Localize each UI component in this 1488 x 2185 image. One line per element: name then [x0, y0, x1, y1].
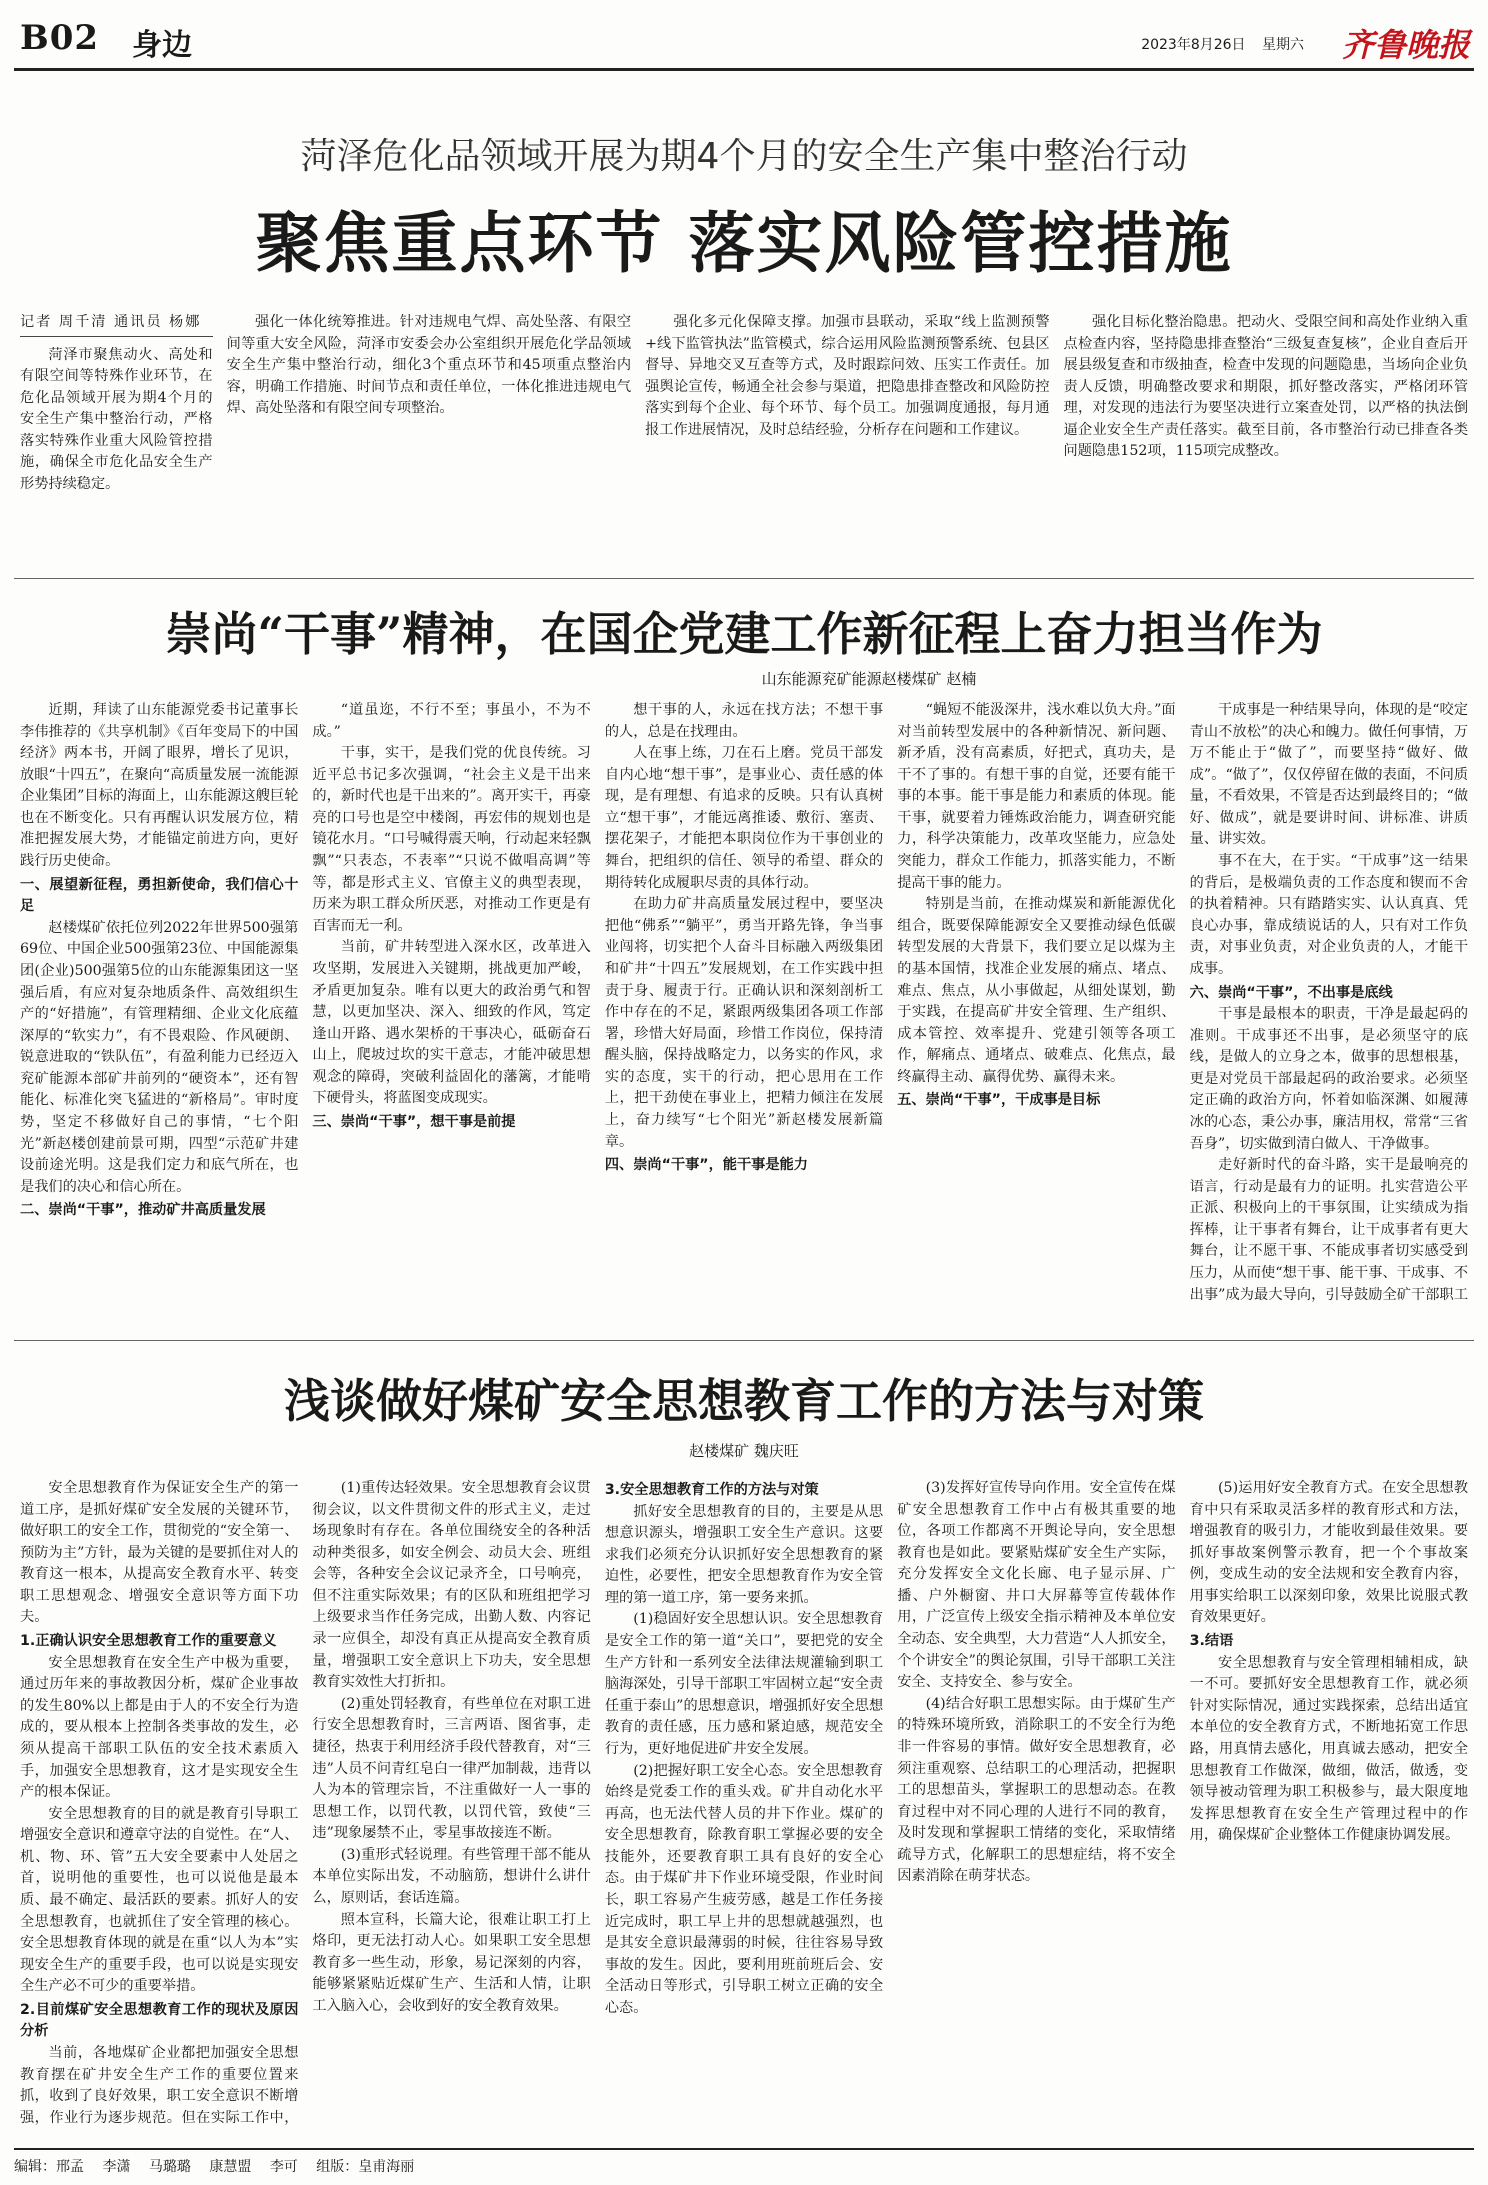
article3-title: 浅谈做好煤矿安全思想教育工作的方法与对策 — [284, 1374, 1204, 1428]
weekday-text: 星期六 — [1262, 37, 1304, 53]
article3-paragraph: 安全思想教育作为保证安全生产的第一道工序，是抓好煤矿安全发展的关键环节，做好职工的安全工作，贯彻党的“安全第一、预防为主”方针，最为关键的是要抓住对人的教育这一根本，从提高安全教育水平、转变职工思想观念、增强安全意识等方面下功夫。 — [20, 1480, 299, 1626]
article1-paragraph: 菏泽市聚焦动火、高处和有限空间等特殊作业环节，在危化品领域开展为期4个月的安全生产集中整治行动，严格落实特殊作业重大风险管控措施，确保全市危化品安全生产形势持续稳定。 — [20, 346, 213, 493]
article1-title: 聚焦重点环节 落实风险管控措施 — [255, 204, 1233, 282]
article2-col-3 — [605, 700, 883, 1305]
article3-heading: 2.目前煤矿安全思想教育工作的现状及原因分析 — [20, 2001, 299, 2040]
article2-heading: 五、崇尚“干事”，干成事是目标 — [897, 1092, 1101, 1109]
article2-paragraph: 干事是最根本的职责，干净是最起码的准则。干成事还不出事，是必须坚守的底线，是做人的立身之本，做事的思想根基，更是对党员干部最起码的政治要求。必须坚定正确的政治方向，怀着如临深渊、如履薄冰的心态，秉公办事，廉洁用权，常常“三省吾身”，切实做到清白做人、干净做事。 — [1189, 1006, 1469, 1152]
article2-paragraph: 干成事是一种结果导向，体现的是“咬定青山不放松”的决心和魄力。做任何事情，万万不能止于“做了”，而要坚持“做好、做成”。“做了”，仅仅停留在做的表面，不问质量，不看效果，不管是否达到最终目的；“做好、做成”，就是要讲时间、讲标准、讲质量、讲实效。 — [1189, 702, 1469, 848]
article2-paragraph: 走好新时代的奋斗路，实干是最响亮的语言，行动是最有力的证明。扎实营造公平正派、积极向上的干事氛围，让实绩成为指挥棒，让干事者有舞台，让干成事者有更大舞台，让不愿干事、不能成事者切实感受到压力，从而使“想干事、能干事、干成事、不出事”成为最大导向，引导鼓励全矿干部职工 — [1189, 1157, 1469, 1303]
article2-heading: 四、崇尚“干事”，能干事是能力 — [604, 1157, 808, 1174]
article3-paragraph: (3)发挥好宣传导向作用。安全宣传在煤矿安全思想教育工作中占有极其重要的地位，各项工作都离不开舆论导向，安全思想教育也是如此。要紧贴煤矿安全生产实际，充分发挥安全文化长廊、电子显示屏、广播、户外橱窗、井口大屏幕等宣传载体作用，广泛宣传上级安全指示精神及本单位安全动态、安全典型，大力营造“人人抓安全，个个讲安全”的舆论氛围，引导干部职工关注安全、支持安全、参与安全。 — [897, 1480, 1176, 1691]
editor-credit: 编辑：邢孟 — [14, 2159, 84, 2175]
article1-body — [20, 312, 1468, 562]
article3-col-1 — [20, 1478, 298, 2126]
article2-body — [20, 700, 1468, 1305]
article2-heading: 一、展望新征程，勇担新使命，我们信心十足 — [20, 876, 299, 915]
section-divider — [14, 578, 1474, 579]
article1-paragraph: 强化多元化保障支撑。加强市县联动，采取“线上监测预警+线下监管执法”监管模式，综合运用风险监测预警系统、包县区督导、异地交叉互查等方式，及时跟踪问效、压实工作责任。加强舆论宣传，畅通全社会参与渠道，把隐患排查整改和风险防控落实到每个企业、每个环节、每个员工。加强调度通报，每月通报工作进展情况，及时总结经验，分析存在问题和工作建议。 — [645, 314, 1050, 438]
date-text: 2023年8月26日 — [1141, 37, 1246, 53]
layout-credit: 组版：皇甫海丽 — [316, 2159, 415, 2175]
article2-paragraph: 特别是当前，在推动煤炭和新能源优化组合，既要保障能源安全又要推动绿色低碳转型发展的大背景下，我们要立足以煤为主的基本国情，找准企业发展的痛点、堵点、难点、焦点，从小事做起，从细处谋划，勤于实践，在提高矿井安全管理、生产组织、成本管控、效率提升、党建引领等各项工作，解痛点、通堵点、破难点、化焦点，最终赢得主动、赢得优势、赢得未来。 — [897, 896, 1176, 1085]
article2-paragraph: “道虽迩，不行不至；事虽小，不为不成。” — [312, 702, 591, 740]
article2-col-4 — [897, 700, 1175, 1305]
issue-date — [1129, 34, 1304, 54]
staff-name: 康慧盟 — [209, 2159, 252, 2175]
staff-name: 马璐璐 — [148, 2159, 191, 2175]
section-divider — [14, 1340, 1474, 1341]
article3-heading: 3.结语 — [1189, 1633, 1234, 1650]
article3-byline: 赵楼煤矿 魏庆旺 — [689, 1442, 799, 1460]
article2-paragraph: 近期，拜读了山东能源党委书记董事长李伟推荐的《共享机制》《百年变局下的中国经济》两本书，开阔了眼界，增长了见识，放眼“十四五”，在聚向“高质量发展一流能源企业集团”目标的海面上，山东能源这艘巨轮也在不断变化。只有再醒认识发展方位，精准把握发展大势，才能锚定前进方向，更好践行历史使命。 — [20, 702, 299, 870]
article3-paragraph: (1)稳固好安全思想认识。安全思想教育是安全工作的第一道“关口”，要把党的安全生产方针和一系列安全法律法规灌输到职工脑海深处，引导干部职工牢固树立起“安全责任重于泰山”的思想意识，增强抓好安全思想教育的责任感，压力感和紧迫感，规范安全行为，更好地促进矿井安全发展。 — [604, 1611, 884, 1757]
article3-paragraph: (2)重处罚轻教育，有些单位在对职工进行安全思想教育时，三言两语、图省事，走捷径，热衷于利用经济手段代替教育，对“三违”人员不问青红皂白一律严加制裁，违背以人为本的管理宗旨，不注重做好一人一事的思想工作，以罚代教，以罚代管，致使“三违”现象屡禁不止，零星事故接连不断。 — [312, 1695, 591, 1842]
section-name: 身边 — [132, 28, 192, 63]
page-number: B02 — [20, 18, 100, 58]
article3-col-5 — [1190, 1478, 1468, 2126]
article3-paragraph: 安全思想教育在安全生产中极为重要，通过历年来的事故教因分析，煤矿企业事故的发生80%以上都是由于人的不安全行为造成的，要从根本上控制各类事故的发生，必须从提高干部职工队伍的安全技术素质入手，加强安全思想教育，这才是实现安全生产的根本保证。 — [20, 1654, 299, 1801]
article2-paragraph: 想干事的人，永远在找方法；不想干事的人，总是在找理由。 — [604, 702, 884, 740]
article2-paragraph: 赵楼煤矿依托位列2022年世界500强第69位、中国企业500强第23位、中国能源集团(企业)500强第5位的山东能源集团这一坚强后盾，有应对复杂地质条件、高效组织生产的“好措施”，有管理精细、企业文化底蕴深厚的“软实力”，有不畏艰险、作风硬朗、锐意进取的“铁队伍”，有盈利能力已经迈入兖矿能源本部矿井前列的“硬资本”，还有智能化、标准化突飞猛进的“新格局”。审时度势，坚定不移做好自己的事情，“七个阳光”新赵楼创建前景可期，四型“示范矿井建设前途光明。这是我们定力和底气所在，也是我们的决心和信心所在。 — [20, 919, 299, 1195]
article3-col-3 — [605, 1478, 883, 2126]
newspaper-logo: 齐鲁晚报 — [1341, 26, 1470, 64]
article2-paragraph: “蝇短不能汲深井，浅水难以负大舟。”面对当前转型发展中的各种新情况、新问题、新矛盾，没有高素质，好把式，真功夫，是干不了事的。有想干事的自觉，还要有能干事的本事。能干事是能力和素质的体现。能干事，就要着力锤炼政治能力，调查研究能力，科学决策能力，改革攻坚能力，应急处突能力，群众工作能力，抓落实能力，不断提高干事的能力。 — [897, 702, 1176, 891]
article3-paragraph: 照本宣科，长篇大论，很难让职工打上烙印，更无法打动人心。如果职工安全思想教育多一些生动，形象，易记深刻的内容，能够紧紧贴近煤矿生产、生活和人情，让职工入脑入心，会收到好的安全教育效果。 — [312, 1911, 591, 2014]
article2-col-2 — [312, 700, 590, 1305]
article3-paragraph: 安全思想教育的目的就是教育引导职工增强安全意识和遵章守法的自觉性。在“人、机、物、环、管”五大安全要素中人处居之首，说明他的重要性，也可以说他是最本质、最不确定、最活跃的要素。抓好人的安全思想教育，也就抓住了安全管理的核心。安全思想教育体现的就是在重“以人为本”实现安全生产的重要手段，也可以说是实现安全生产必不可少的重要举措。 — [20, 1805, 299, 1995]
page-footer — [14, 2148, 1474, 2176]
page-header — [14, 18, 1474, 71]
article3-col-2 — [312, 1478, 590, 2126]
article3-paragraph: (4)结合好职工思想实际。由于煤矿生产的特殊环境所致，消除职工的不安全行为绝非一件容易的事情。做好安全思想教育，必须注重观察、总结职工的心理活动，把握职工的思想苗头，掌握职工的思想动态。在教育过程中对不同心理的人进行不同的教育，及时发现和掌握职工情绪的变化，采取情绪疏导方式，化解职工的思想症结，将不安全因素消除在萌芽状态。 — [897, 1695, 1176, 1885]
staff-name: 李可 — [269, 2159, 298, 2175]
article2-title: 崇尚“干事”精神，在国企党建工作新征程上奋力担当作为 — [165, 607, 1323, 661]
article1-col — [1064, 312, 1468, 562]
article3-heading: 3.安全思想教育工作的方法与对策 — [604, 1482, 819, 1498]
article1-subtitle: 菏泽危化品领域开展为期4个月的安全生产集中整治行动 — [300, 136, 1188, 177]
article2-heading: 三、崇尚“干事”，想干事是前提 — [312, 1113, 516, 1130]
article2-col-5 — [1190, 700, 1468, 1305]
article1-paragraph: 强化一体化统筹推进。针对违规电气焊、高处坠落、有限空间等重大安全风险，菏泽市安委会办公室组织开展危化学品领域安全生产集中整治行动，细化3个重点环节和45项重点整治内容，明确工作措施、时间节点和责任单位，一体化推进违规电气焊、高处坠落和有限空间专项整治。 — [226, 314, 632, 417]
article2-byline: 山东能源兖矿能源赵楼煤矿 赵楠 — [761, 670, 977, 688]
article2-paragraph: 事不在大，在于实。“干成事”这一结果的背后，是极端负责的工作态度和锲而不舍的执着精神。只有踏踏实实、认认真真、凭良心办事，靠成绩说话的人，只有对工作负责，对事业负责，对企业负责的人，才能干成事。 — [1189, 853, 1469, 977]
article2-paragraph: 在助力矿井高质量发展过程中，要坚决把他“佛系”“躺平”，勇当开路先锋，争当事业闯将，切实把个人奋斗目标融入两级集团和矿井“十四五”发展规划，在工作实践中担责于身、履责于行。正确认识和深刻剖析工作中存在的不足，紧跟两级集团各项工作部署，珍惜大好局面，珍惜工作岗位，保持清醒头脑，保持战略定力，以务实的作风，求实的态度，实干的行动，把心思用在工作上，把干劲使在事业上，把精力倾注在发展上，奋力续写“七个阳光”新赵楼发展新篇章。 — [604, 896, 884, 1150]
article2-paragraph: 干事，实干，是我们党的优良传统。习近平总书记多次强调，“社会主义是干出来的，新时代也是干出来的”。离开实干，再豪亮的口号也是空中楼阁，再宏伟的规划也是镜花水月。“口号喊得震天响，行动起来轻飘飘”“只表态，不表率”“只说不做唱高调”等等，都是形式主义、官僚主义的典型表现，历来为职工群众所厌恶，对推动工作更是有百害而无一利。 — [312, 745, 591, 934]
article3-paragraph: 当前，各地煤矿企业都把加强安全思想教育摆在矿井安全生产工作的重要位置来抓，收到了良好效果，职工安全意识不断增强，作业行为逐步规范。但在实际工作中， — [20, 2045, 299, 2126]
article3-body — [20, 1478, 1468, 2126]
article2-heading: 二、崇尚“干事”，推动矿井高质量发展 — [20, 1202, 266, 1219]
article2-col-1 — [20, 700, 298, 1305]
article1-paragraph: 强化目标化整治隐患。把动火、受限空间和高处作业纳入重点检查内容，坚持隐患排查整治“三级复查复核”，企业自查后开展县级复查和市级抽查，检查中发现的问题隐患，当场向企业负责人反馈，明确整改要求和期限，抓好整改落实，严格闭环管理，对发现的违法行为要坚决进行立案查处罚，以严格的执法倒逼企业安全生产责任落实。截至目前，各市整治行动已排查各类问题隐患152项，115项完成整改。 — [1063, 314, 1469, 460]
article1-col — [227, 312, 631, 562]
article3-paragraph: (1)重传达轻效果。安全思想教育会议贯彻会议，以文件贯彻文件的形式主义，走过场现象时有存在。各单位围绕安全的各种活动种类很多，如安全例会、动员大会、班组会等，各种安全会议记录齐全，口号响亮，但不注重实际效果；有的区队和班组把学习上级要求当作任务完成，出勤人数、内容记录一应俱全，却没有真正从提高安全教育质量，增强职工安全意识上下功夫，安全思想教育实效性大打折扣。 — [312, 1480, 591, 1691]
staff-name: 李潇 — [102, 2159, 131, 2175]
article1-byline: 记者 周千清 通讯员 杨娜 — [20, 312, 213, 337]
article3-paragraph: 安全思想教育与安全管理相辅相成，缺一不可。要抓好安全思想教育工作，就必须针对实际情况，通过实践探索，总结出适宜本单位的安全教育方式，不断地拓宽工作思路，用真情去感化，用真诚去感动，把安全思想教育工作做深，做细，做活，做透，变领导被动管理为职工积极参与，最大限度地发挥思想教育在安全生产管理过程中的作用，确保煤矿企业整体工作健康协调发展。 — [1189, 1654, 1469, 1844]
article3-paragraph: (2)把握好职工安全心态。安全思想教育始终是党委工作的重头戏。矿井自动化水平再高，也无法代替人员的井下作业。煤矿的安全思想教育，除教育职工掌握必要的安全技能外，还要教育职工具有良好的安全心态。由于煤矿井下作业环境受限，作业时间长，职工容易产生疲劳感，越是工作任务接近完成时，职工早上井的思想就越强烈，也是其安全意识最薄弱的时候，往往容易导致事故的发生。因此，要利用班前班后会、安全活动日等形式，引导职工树立正确的安全心态。 — [604, 1762, 884, 2016]
article3-heading: 1.正确认识安全思想教育工作的重要意义 — [20, 1633, 277, 1650]
article1-col — [20, 312, 213, 562]
article3-paragraph: 抓好安全思想教育的目的，主要是从思想意识源头，增强职工安全生产意识。这要求我们必须充分认识抓好安全思想教育的紧迫性，必要性，把安全思想教育作为安全管理的第一道工序，第一要务来抓。 — [604, 1503, 884, 1606]
article3-paragraph: (5)运用好安全教育方式。在安全思想教育中只有采取灵活多样的教育形式和方法，增强教育的吸引力，才能收到最佳效果。要抓好事故案例警示教育，把一个个事故案例，变成生动的安全法规和安全教育内容，用事实给职工以深刻印象，效果比说服式教育效果更好。 — [1189, 1480, 1469, 1626]
article2-heading: 六、崇尚“干事”，不出事是底线 — [1189, 984, 1393, 1001]
article2-paragraph: 当前，矿井转型进入深水区，改革进入攻坚期，发展进入关键期，挑战更加严峻，矛盾更加复杂。唯有以更大的政治勇气和智慧，以更加坚决、深入、细致的作风，笃定逢山开路、遇水架桥的干事决心，砥砺奋石山上，爬坡过坎的实干意志，才能冲破思想观念的障碍，突破利益固化的藩篱，才能啃下硬骨头，将蓝图变成现实。 — [312, 939, 591, 1107]
article3-col-4 — [897, 1478, 1175, 2126]
article3-paragraph: (3)重形式轻说理。有些管理干部不能从本单位实际出发，不动脑筋，想讲什么讲什么，原则话，套话连篇。 — [312, 1846, 591, 1906]
article2-paragraph: 人在事上练，刀在石上磨。党员干部发自内心地“想干事”，是事业心、责任感的体现，是有理想、有追求的反映。只有认真树立“想干事”，才能远离推诿、敷衍、塞责、摆花架子，才能把本职岗位作为干事创业的舞台，把组织的信任、领导的希望、群众的期待转化成履职尽责的具体行动。 — [604, 745, 884, 891]
article1-col — [645, 312, 1049, 562]
